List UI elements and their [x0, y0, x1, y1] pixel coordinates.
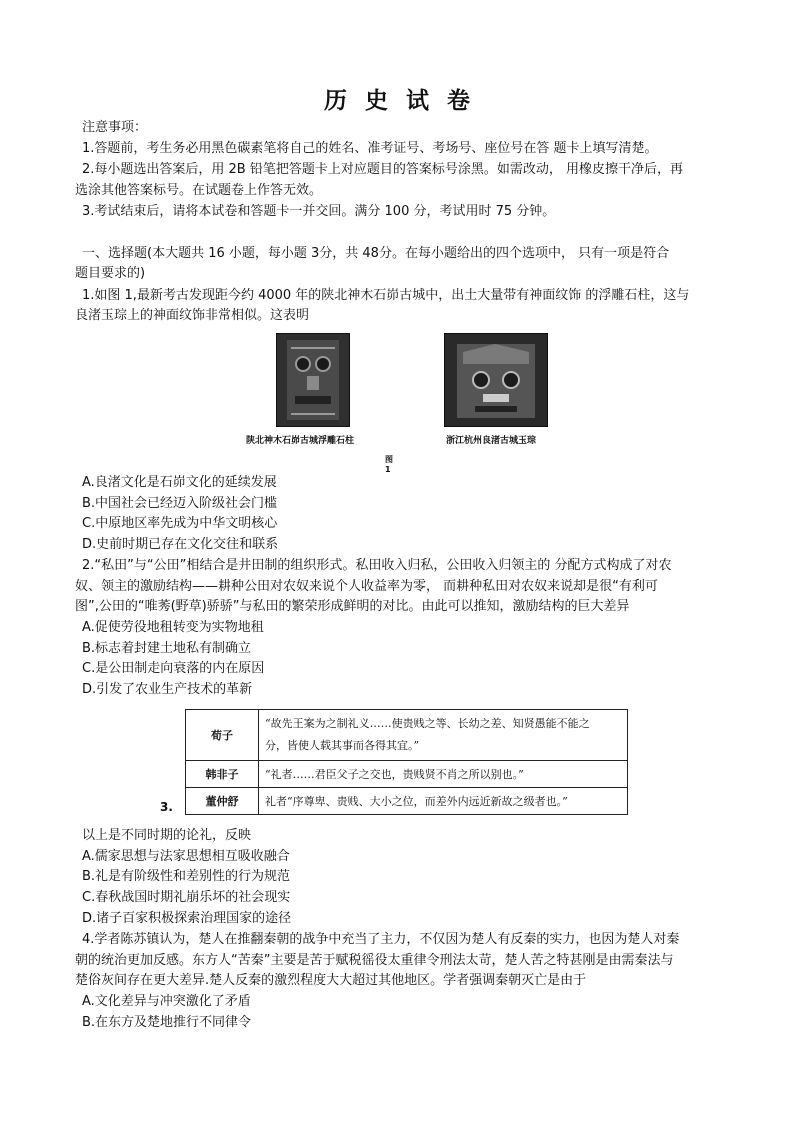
title-char: 历: [324, 87, 347, 114]
figure-label: 图 1: [385, 455, 393, 474]
figure-caption-left: 陕北神木石峁古城浮雕石柱: [246, 436, 355, 446]
question-2-stem-cont: 奴、领主的激励结构——耕种公田对农奴来说个人收益率为零， 而耕种私田对农奴来说却是很“有利可: [75, 579, 658, 594]
jade-cong-photo: [444, 333, 548, 427]
notice-heading: 注意事项：: [82, 120, 148, 135]
question-1-stem: 1.如图 1,最新考古发现距今约 4000 年的陕北神木石峁古城中，出土大量带有神面纹饰 的浮雕石柱，这与: [82, 288, 690, 303]
table-row: [186, 761, 628, 788]
title-char: 卷: [447, 87, 470, 114]
title-char: 史: [365, 87, 388, 114]
question-2-stem: 2.“私田”与“公田”相结合是井田制的组织形式。私田收入归私，公田收入归领主的 分配方式构成了对农: [82, 558, 672, 573]
option-a: A.良渚文化是石峁文化的延续发展: [82, 475, 277, 490]
quote-table: [185, 709, 628, 815]
question-3-stem: 以上是不同时期的论礼，反映: [82, 828, 252, 843]
question-1-stem-cont: 良渚玉琮上的神面纹饰非常相似。这表明: [75, 308, 310, 323]
page-title: [0, 82, 794, 115]
table-cell-quote: “礼者……君臣父子之交也，贵贱贤不肖之所以别也。”: [259, 761, 628, 788]
notice-item: 2.每小题选出答案后，用 2B 铅笔把答题卡上对应题目的答案标号涂黑。如需改动， 用橡皮擦干净后，再: [82, 162, 683, 177]
question-2-stem-cont: 图”,公田的“唯莠(野草)骄骄”与私田的繁荣形成鲜明的对比。由此可以推知，激励结构的巨大差异: [75, 599, 630, 614]
notice-item: 1.答题前，考生务必用黑色碳素笔将自己的姓名、准考证号、考场号、座位号在答 题卡上填写清楚。: [82, 141, 658, 156]
section-heading: 一、选择题(本大题共 16 小题，每小题 3分，共 48分。在每小题给出的四个选项中， 只有一项是符合: [82, 246, 670, 261]
option-d: D.引发了农业生产技术的革新: [82, 682, 253, 697]
option-c: C.中原地区率先成为中华文明核心: [82, 516, 278, 531]
table-cell-quote: [259, 710, 628, 761]
option-b: B.在东方及楚地推行不同律令: [82, 1015, 252, 1030]
section-heading-cont: 题目要求的): [75, 266, 146, 281]
question-4-stem-cont: 楚俗灰间存在更大差异.楚人反秦的激烈程度大大超过其他地区。学者强调秦朝灭亡是由于: [75, 973, 587, 988]
option-a: A.促使劳役地租转变为实物地租: [82, 620, 264, 635]
option-b: B.中国社会已经迈入阶级社会门槛: [82, 496, 278, 511]
title-char: 试: [406, 87, 429, 114]
table-cell-quote: 礼者“序尊卑、贵贱、大小之位，而差外内远近新故之级者也。”: [259, 788, 628, 815]
option-a: A.儒家思想与法家思想相互吸收融合: [82, 849, 290, 864]
table-cell-name: 韩非子: [186, 761, 259, 788]
figure-caption-right: 浙江杭州良渚古城玉琮: [446, 436, 537, 446]
table-row: [186, 788, 628, 815]
table-cell-name: 董仲舒: [186, 788, 259, 815]
option-b: B.礼是有阶级性和差别性的行为规范: [82, 869, 291, 884]
question-3-number: 3.: [160, 800, 173, 814]
quote-line: 分，皆使人载其事而各得其宜。”: [265, 739, 420, 752]
question-4-stem: 4.学者陈苏镇认为，楚人在推翻秦朝的战争中充当了主力，不仅因为楚人有反秦的实力，也因为楚人对秦: [82, 932, 680, 947]
option-d: D.诸子百家积极探索治理国家的途径: [82, 911, 292, 926]
table-row: [186, 710, 628, 761]
option-d: D.史前时期已存在文化交往和联系: [82, 537, 279, 552]
option-c: C.春秋战国时期礼崩乐坏的社会现实: [82, 890, 291, 905]
option-c: C.是公田制走向衰落的内在原因: [82, 661, 265, 676]
table-cell-name: 荀子: [186, 710, 259, 761]
question-4-stem-cont: 朝的统治更加反感。东方人“苦秦”主要是苦于赋税徭役太重律令刑法太苛，楚人苦之特甚刚是由需秦法与: [75, 953, 674, 968]
quote-line: “故先王案为之制礼义……使贵贱之等、长幼之差、知贤愚能不能之: [265, 717, 590, 730]
stone-pillar-photo: [276, 333, 350, 427]
option-a: A.文化差异与冲突激化了矛盾: [82, 994, 251, 1009]
notice-item: 3.考试结束后，请将本试卷和答题卡一并交回。满分 100 分，考试用时 75 分钟。: [82, 204, 556, 219]
notice-item: 选涂其他答案标号。在试题卷上作答无效。: [75, 183, 323, 198]
option-b: B.标志着封建土地私有制确立: [82, 641, 252, 656]
